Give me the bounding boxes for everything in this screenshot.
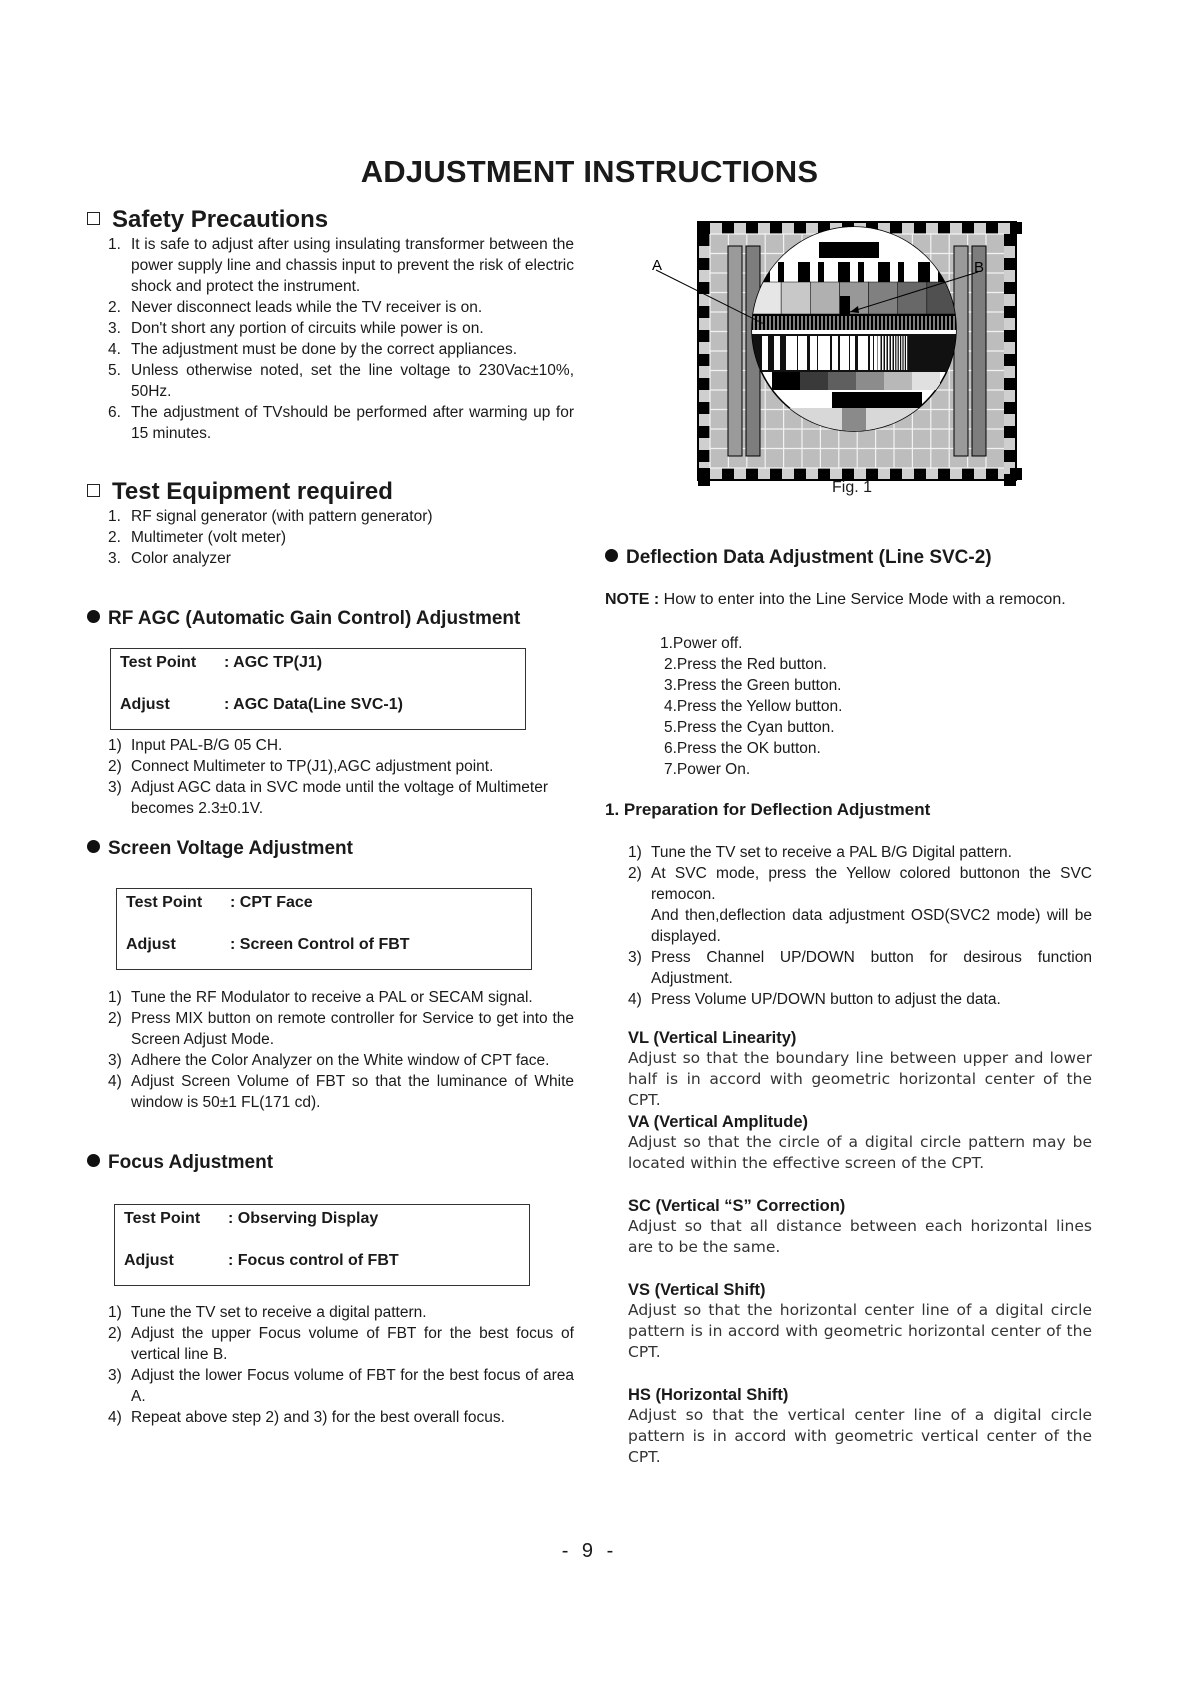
checker-square bbox=[938, 222, 950, 234]
checker-square bbox=[938, 468, 950, 480]
list-item: 4. The adjustment must be done by the correct appliances. bbox=[108, 341, 517, 358]
checker-square bbox=[698, 234, 710, 246]
list-item: 2) Connect Multimeter to TP(J1),AGC adjustment point. bbox=[108, 758, 494, 775]
list-item: 1) Tune the TV set to receive a digital pattern. bbox=[108, 1304, 427, 1321]
stripe bbox=[876, 336, 878, 370]
equipment-list bbox=[108, 506, 574, 569]
screen-voltage-heading: Screen Voltage Adjustment bbox=[87, 838, 353, 860]
stripe bbox=[792, 336, 797, 370]
checker-square bbox=[722, 222, 734, 234]
checker-square bbox=[986, 222, 998, 234]
tooth-bar bbox=[898, 262, 904, 282]
list-item: 3) Adjust the lower Focus volume of FBT for the best focus of area A. bbox=[108, 1367, 574, 1405]
stripe bbox=[858, 336, 860, 370]
list-item: 4) Repeat above step 2) and 3) for the best overall focus. bbox=[108, 1409, 505, 1426]
checker-square bbox=[1004, 378, 1016, 390]
list-item: 1) Input PAL-B/G 05 CH. bbox=[108, 737, 283, 754]
stripe bbox=[802, 336, 807, 370]
checker-square bbox=[698, 426, 710, 438]
checker-square bbox=[722, 468, 734, 480]
param-vs: VS (Vertical Shift) Adjust so that the horizontal center line of a digital circle pattern is in accord with geometric horizontal center of the CPT. bbox=[628, 1281, 1092, 1361]
checker-square bbox=[1010, 222, 1022, 234]
stripe bbox=[786, 336, 792, 370]
safety-list bbox=[108, 234, 574, 444]
checker-square bbox=[890, 222, 902, 234]
focus-heading: Focus Adjustment bbox=[87, 1152, 273, 1174]
stripe bbox=[901, 336, 902, 370]
figure-label-a: A bbox=[652, 257, 663, 274]
gray-step bbox=[884, 372, 912, 390]
stripe bbox=[874, 336, 876, 370]
list-item: 2) At SVC mode, press the Yellow colored buttonon the SVC remocon. bbox=[628, 865, 1092, 903]
safety-heading: Safety Precautions bbox=[87, 206, 328, 234]
stripe bbox=[891, 336, 893, 370]
checker-square bbox=[1004, 474, 1016, 486]
gray-step bbox=[828, 372, 856, 390]
focus-spec-box: Test Point : Observing Display Adjust : Focus control of FBT bbox=[114, 1204, 530, 1286]
list-item: 1. RF signal generator (with pattern generator) bbox=[108, 508, 433, 525]
checkbox-square-icon bbox=[87, 484, 100, 497]
checker-square bbox=[746, 222, 758, 234]
list-item: 4.Press the Yellow button. bbox=[664, 698, 843, 715]
checker-square bbox=[794, 468, 806, 480]
stripe bbox=[866, 336, 868, 370]
param-hs: HS (Horizontal Shift) Adjust so that the vertical center line of a digital circle pattern is in accord with geometric vertical center of the CPT. bbox=[628, 1386, 1092, 1466]
tooth-bar bbox=[918, 262, 930, 282]
stripe bbox=[852, 336, 855, 370]
checker-square bbox=[770, 468, 782, 480]
preparation-steps bbox=[628, 842, 1092, 1010]
gray-bar bbox=[810, 282, 839, 314]
list-item: 2.Press the Red button. bbox=[664, 656, 827, 673]
focus-steps bbox=[108, 1302, 574, 1428]
stripe bbox=[888, 336, 890, 370]
stripe bbox=[870, 336, 872, 370]
param-va: VA (Vertical Amplitude) Adjust so that the circle of a digital circle pattern may be located within the effective screen of the CPT. bbox=[628, 1113, 1092, 1172]
list-item: 4) Press Volume UP/DOWN button to adjust the data. bbox=[628, 991, 1001, 1008]
tooth-bar bbox=[818, 262, 824, 282]
stripe bbox=[834, 336, 838, 370]
stripe bbox=[906, 336, 907, 370]
list-item: And then,deflection data adjustment OSD(SVC2 mode) will be displayed. bbox=[651, 907, 1092, 945]
param-sc: SC (Vertical “S” Correction) Adjust so that all distance between each horizontal lines are to be the same. bbox=[628, 1197, 1092, 1256]
gray-bar bbox=[781, 282, 810, 314]
list-item: 1) Tune the TV set to receive a PAL B/G Digital pattern. bbox=[628, 844, 1012, 861]
tooth-bar bbox=[798, 262, 810, 282]
marker-block bbox=[840, 296, 850, 316]
checker-square bbox=[1004, 306, 1016, 318]
equipment-heading: Test Equipment required bbox=[87, 478, 393, 506]
checkbox-square-icon bbox=[87, 212, 100, 225]
checker-square bbox=[818, 468, 830, 480]
list-item: 6.Press the OK button. bbox=[664, 740, 821, 757]
stripe bbox=[846, 336, 849, 370]
checker-square bbox=[698, 474, 710, 486]
checker-square bbox=[746, 468, 758, 480]
rf-agc-steps bbox=[108, 735, 574, 819]
param-vl: VL (Vertical Linearity) Adjust so that the boundary line between upper and lower half is in accord with geometric horizontal center of the CPT. bbox=[628, 1029, 1092, 1109]
checker-square bbox=[770, 222, 782, 234]
stripe bbox=[862, 336, 864, 370]
bullet-icon bbox=[605, 549, 618, 562]
page-number: - 9 - bbox=[561, 1540, 618, 1562]
list-item: 3. Color analyzer bbox=[108, 550, 231, 567]
checker-square bbox=[986, 468, 998, 480]
bullet-icon bbox=[87, 840, 100, 853]
stripe bbox=[882, 336, 884, 370]
gray-step bbox=[856, 372, 884, 390]
gray-step bbox=[772, 372, 800, 390]
stripe bbox=[774, 336, 780, 370]
checker-square bbox=[698, 222, 710, 234]
stripe bbox=[904, 336, 905, 370]
list-item: 1.Power off. bbox=[660, 635, 743, 652]
list-item: 3) Adjust AGC data in SVC mode until the voltage of Multimeter becomes 2.3±0.1V. bbox=[108, 779, 548, 817]
tooth-bar bbox=[838, 262, 850, 282]
stripe bbox=[826, 336, 830, 370]
list-item: 2. Multimeter (volt meter) bbox=[108, 529, 287, 546]
deflection-note: NOTE : How to enter into the Line Service Mode with a remocon. bbox=[605, 591, 1066, 608]
list-item: 3.Press the Green button. bbox=[664, 677, 842, 694]
checker-square bbox=[698, 330, 710, 342]
preparation-heading: 1. Preparation for Deflection Adjustment bbox=[605, 800, 931, 819]
checker-square bbox=[1004, 450, 1016, 462]
stripe bbox=[879, 336, 881, 370]
stripe bbox=[896, 336, 897, 370]
service-mode-steps bbox=[660, 633, 842, 780]
rf-agc-spec-box: Test Point : AGC TP(J1) Adjust : AGC Data(Line SVC-1) bbox=[110, 648, 526, 730]
tooth-bar bbox=[878, 262, 890, 282]
list-item: 1. It is safe to adjust after using insulating transformer between the power supply line and chassis input to prevent the risk of electric shock and protect the instrument. bbox=[108, 236, 574, 295]
stripe bbox=[840, 336, 843, 370]
list-item: 4) Adjust Screen Volume of FBT so that the luminance of White window is 50±1 FL(171 cd). bbox=[108, 1073, 574, 1111]
checker-square bbox=[698, 402, 710, 414]
checker-square bbox=[890, 468, 902, 480]
tooth-bar bbox=[858, 262, 864, 282]
checker-square bbox=[914, 468, 926, 480]
stripe bbox=[812, 336, 817, 370]
list-item: 5.Press the Cyan button. bbox=[664, 719, 835, 736]
checker-square bbox=[1004, 402, 1016, 414]
stripe bbox=[762, 336, 768, 370]
list-item: 5. Unless otherwise noted, set the line voltage to 230Vac±10%, 50Hz. bbox=[108, 362, 574, 400]
checker-square bbox=[1004, 258, 1016, 270]
list-item: 3) Adhere the Color Analyzer on the White window of CPT face. bbox=[108, 1052, 550, 1069]
checker-square bbox=[698, 258, 710, 270]
checker-square bbox=[1004, 426, 1016, 438]
list-item: 3) Press Channel UP/DOWN button for desirous function Adjustment. bbox=[628, 949, 1092, 987]
stripe bbox=[818, 336, 822, 370]
checker-square bbox=[1004, 234, 1016, 246]
stripe bbox=[885, 336, 887, 370]
checker-square bbox=[698, 450, 710, 462]
deflection-heading: Deflection Data Adjustment (Line SVC-2) bbox=[605, 547, 992, 569]
stripe bbox=[899, 336, 900, 370]
checker-square bbox=[794, 222, 806, 234]
checker-square bbox=[698, 306, 710, 318]
list-item: 1) Tune the RF Modulator to receive a PAL or SECAM signal. bbox=[108, 989, 533, 1006]
list-item: 7.Power On. bbox=[664, 761, 751, 778]
checker-square bbox=[698, 354, 710, 366]
tooth-bar bbox=[778, 262, 784, 282]
list-item: 2) Press MIX button on remote controller for Service to get into the Screen Adjust Mode. bbox=[108, 1010, 574, 1048]
list-item: 6. The adjustment of TVshould be performed after warming up for 15 minutes. bbox=[108, 404, 574, 442]
bullet-icon bbox=[87, 1154, 100, 1167]
screen-voltage-steps bbox=[108, 987, 574, 1113]
list-item: 2) Adjust the upper Focus volume of FBT for the best focus of vertical line B. bbox=[108, 1325, 574, 1363]
checker-square bbox=[1004, 330, 1016, 342]
test-pattern-figure bbox=[652, 212, 1062, 482]
rf-agc-heading: RF AGC (Automatic Gain Control) Adjustment bbox=[87, 608, 520, 630]
figure-label-b: B bbox=[974, 259, 985, 276]
gray-step bbox=[912, 372, 940, 390]
stripe bbox=[894, 336, 895, 370]
page-title: ADJUSTMENT INSTRUCTIONS bbox=[360, 154, 819, 189]
checker-square bbox=[698, 378, 710, 390]
gray-bar bbox=[898, 282, 927, 314]
checker-square bbox=[962, 468, 974, 480]
checker-square bbox=[1004, 354, 1016, 366]
bullet-icon bbox=[87, 610, 100, 623]
checker-square bbox=[1004, 282, 1016, 294]
screen-voltage-spec-box: Test Point : CPT Face Adjust : Screen Control of FBT bbox=[116, 888, 532, 970]
list-item: 2. Never disconnect leads while the TV receiver is on. bbox=[108, 299, 483, 316]
list-item: 3. Don't short any portion of circuits while power is on. bbox=[108, 320, 484, 337]
gray-step bbox=[800, 372, 828, 390]
checker-square bbox=[962, 222, 974, 234]
checker-square bbox=[914, 222, 926, 234]
figure-caption: Fig. 1 bbox=[832, 479, 873, 496]
